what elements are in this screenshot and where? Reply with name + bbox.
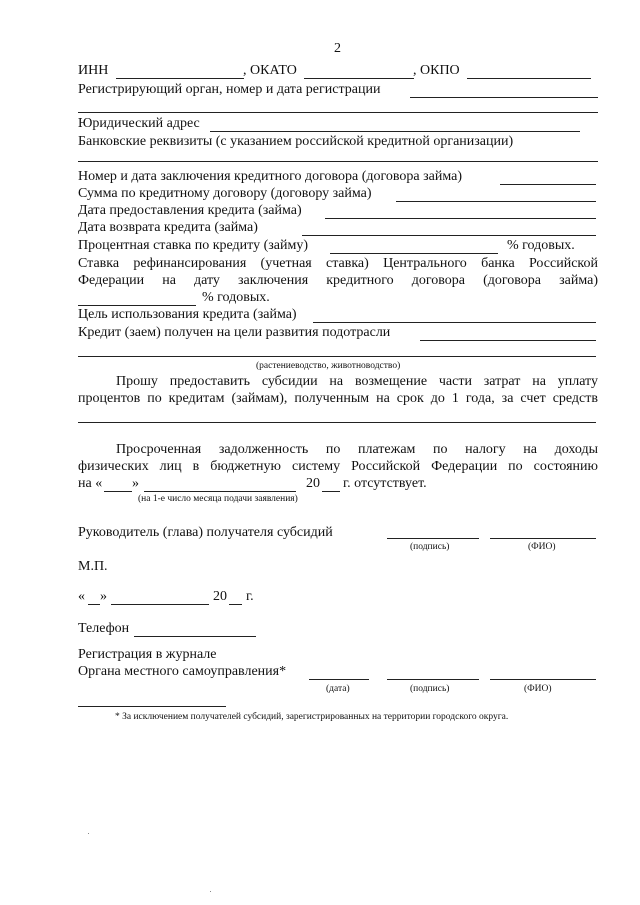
registration-date-caption: (дата)	[326, 684, 350, 694]
registration-name-caption: (ФИО)	[524, 684, 552, 694]
sign-date-close: »	[100, 589, 107, 604]
overdue-line1: Просроченная задолженность по платежам по налогу на доходы	[116, 442, 598, 457]
refinancing-unit: % годовых.	[202, 290, 270, 305]
sign-year-prefix: 20	[213, 589, 227, 604]
received-for-field[interactable]	[420, 340, 596, 341]
legal-address-label: Юридический адрес	[78, 116, 200, 131]
contract-number-label: Номер и дата заключения кредитного договора (договора займа)	[78, 169, 463, 184]
sign-date-open: «	[78, 589, 85, 604]
overdue-month-field[interactable]	[144, 491, 296, 492]
overdue-date-close: »	[132, 476, 139, 491]
funding-source-field[interactable]	[78, 422, 596, 423]
sign-year-field[interactable]	[229, 604, 242, 605]
head-label: Руководитель (глава) получателя субсидий	[78, 525, 333, 540]
registration-line1: Регистрация в журнале	[78, 647, 217, 662]
overdue-year-field[interactable]	[322, 491, 340, 492]
registration-line2: Органа местного самоуправления*	[78, 664, 287, 679]
overdue-line2: физических лиц в бюджетную систему Российской Федерации по состоянию	[78, 459, 598, 474]
inn-label: ИНН	[78, 63, 109, 78]
phone-field[interactable]	[134, 636, 256, 637]
head-name-caption: (ФИО)	[528, 542, 556, 552]
head-name-field[interactable]	[490, 538, 596, 539]
interest-rate-label: Процентная ставка по кредиту (займу)	[78, 238, 308, 253]
contract-number-field[interactable]	[500, 184, 596, 185]
return-date-label: Дата возврата кредита (займа)	[78, 220, 258, 235]
issue-date-label: Дата предоставления кредита (займа)	[78, 203, 302, 218]
return-date-field[interactable]	[302, 235, 596, 236]
interest-rate-field[interactable]	[330, 253, 498, 254]
sign-month-field[interactable]	[111, 604, 209, 605]
footnote-separator	[78, 706, 226, 707]
overdue-suffix: г. отсутствует.	[343, 476, 427, 491]
scan-speck	[88, 833, 89, 834]
overdue-hint: (на 1-е число месяца подачи заявления)	[138, 494, 298, 504]
scan-speck	[210, 891, 211, 892]
page-number: 2	[334, 41, 341, 56]
okpo-field[interactable]	[467, 78, 591, 79]
issue-date-field[interactable]	[325, 218, 596, 219]
registration-date-field[interactable]	[309, 679, 369, 680]
inn-field[interactable]	[116, 78, 244, 79]
refinancing-line1: Ставка рефинансирования (учетная ставка) Центрального банка Российской	[78, 256, 598, 271]
refinancing-rate-field[interactable]	[78, 305, 196, 306]
received-for-label: Кредит (заем) получен на цели развития подотрасли	[78, 325, 391, 340]
interest-rate-unit: % годовых.	[507, 238, 575, 253]
refinancing-line2: Федерации на дату заключения кредитного договора (договора займа)	[78, 273, 598, 288]
phone-label: Телефон	[78, 621, 130, 636]
registering-body-field-line2[interactable]	[78, 112, 598, 113]
purpose-label: Цель использования кредита (займа)	[78, 307, 297, 322]
subsector-hint: (растениеводство, животноводство)	[256, 361, 401, 371]
head-signature-caption: (подпись)	[410, 542, 450, 552]
overdue-date-prefix: на «	[78, 476, 103, 491]
stamp-label: М.П.	[78, 559, 108, 574]
registration-signature-field[interactable]	[387, 679, 479, 680]
sign-day-field[interactable]	[88, 604, 100, 605]
registration-name-field[interactable]	[490, 679, 596, 680]
registering-body-field[interactable]	[410, 97, 598, 98]
contract-sum-field[interactable]	[396, 201, 596, 202]
registering-body-label: Регистрирующий орган, номер и дата регистрации	[78, 82, 381, 97]
overdue-day-field[interactable]	[104, 491, 132, 492]
purpose-field[interactable]	[313, 322, 596, 323]
overdue-year-prefix: 20	[306, 476, 320, 491]
okato-field[interactable]	[304, 78, 414, 79]
footnote-text: * За исключением получателей субсидий, зарегистрированных на территории городского округа.	[115, 712, 509, 722]
subsector-field[interactable]	[78, 356, 596, 357]
request-line2: процентов по кредитам (займам), полученным на срок до 1 года, за счет средств	[78, 391, 598, 406]
okpo-label: , ОКПО	[413, 63, 460, 78]
registration-signature-caption: (подпись)	[410, 684, 450, 694]
sign-year-suffix: г.	[246, 589, 254, 604]
bank-details-field[interactable]	[78, 161, 598, 162]
request-line1: Прошу предоставить субсидии на возмещение части затрат на уплату	[116, 374, 598, 389]
contract-sum-label: Сумма по кредитному договору (договору займа)	[78, 186, 372, 201]
legal-address-field[interactable]	[210, 131, 580, 132]
bank-details-label: Банковские реквизиты (с указанием российской кредитной организации)	[78, 134, 514, 149]
head-signature-field[interactable]	[387, 538, 479, 539]
okato-label: , ОКАТО	[243, 63, 297, 78]
